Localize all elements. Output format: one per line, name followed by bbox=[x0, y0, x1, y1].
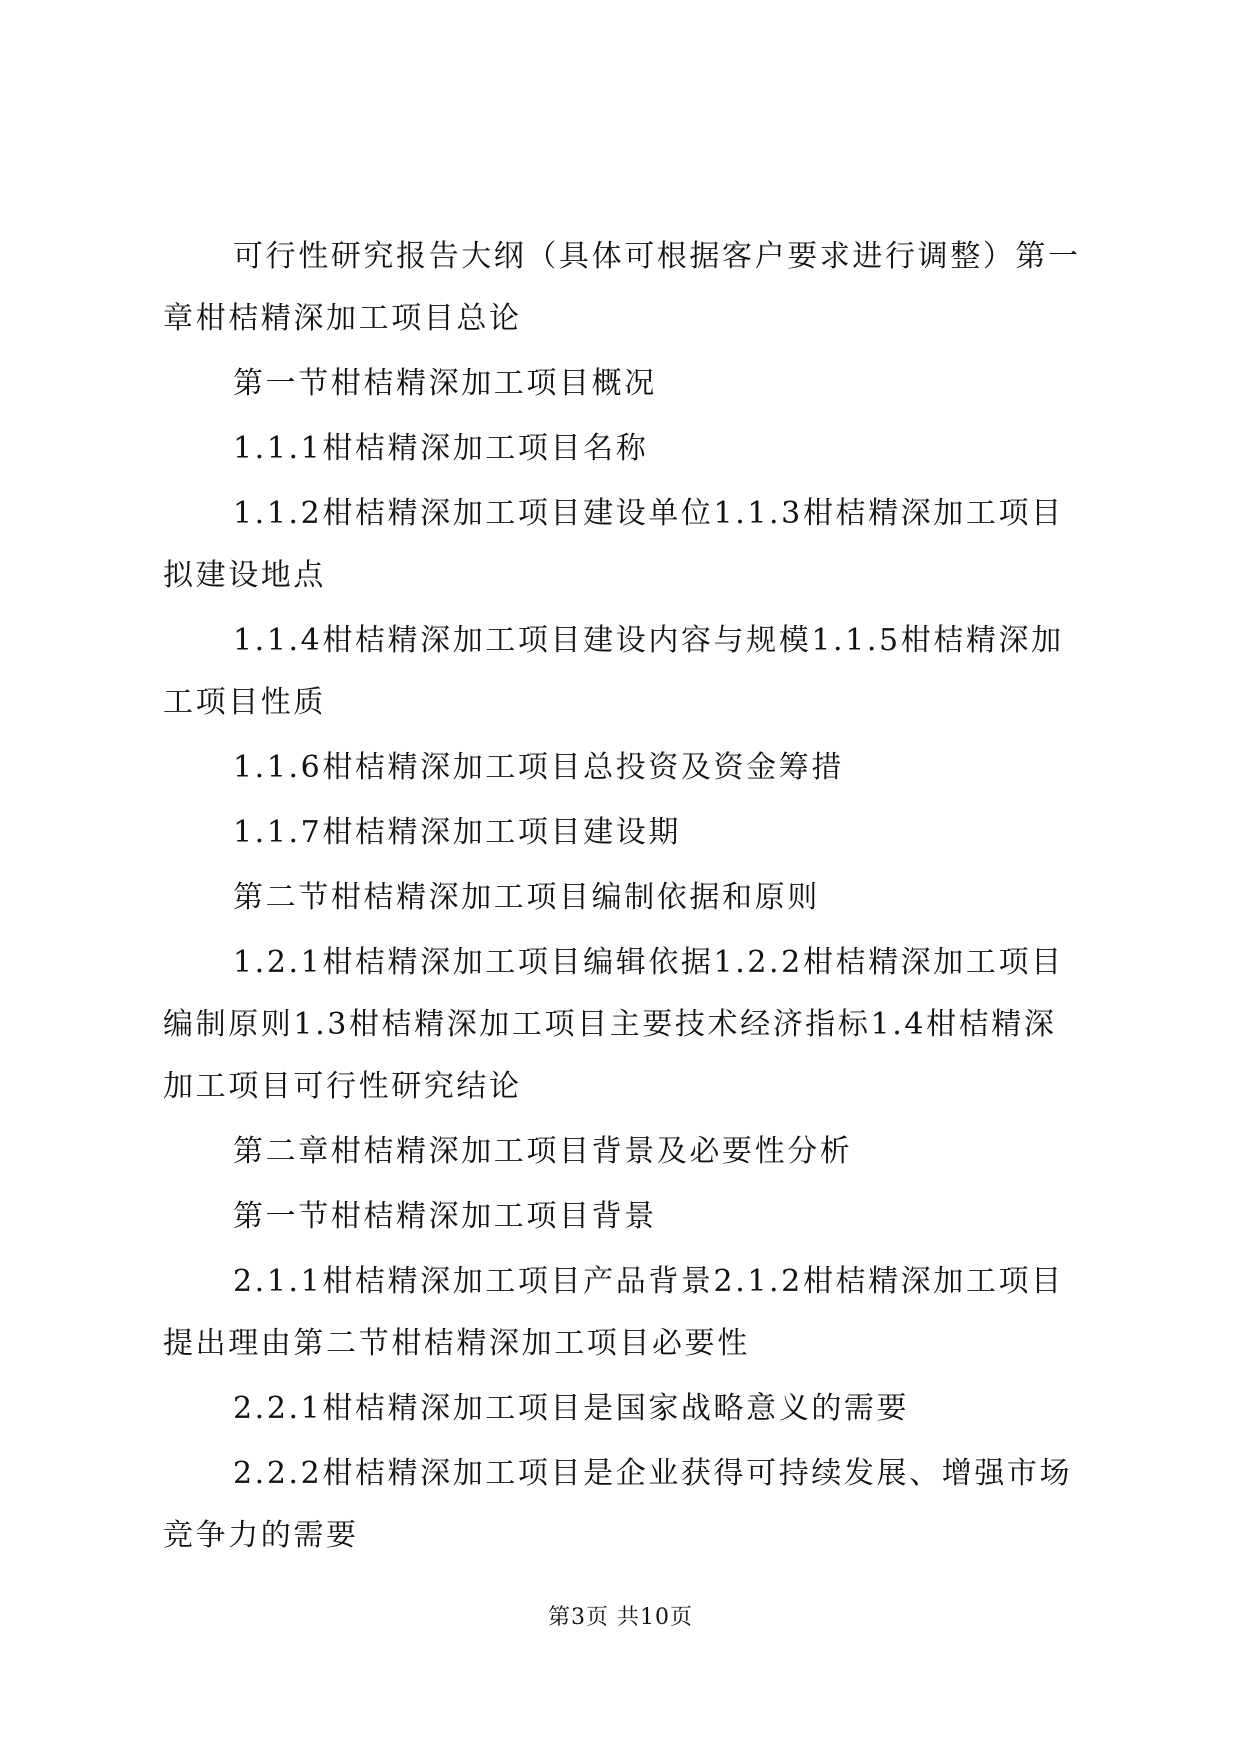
document-body bbox=[163, 226, 1083, 1570]
paragraph-section-1-1: 第一节柑桔精深加工项目概况 bbox=[233, 366, 657, 401]
paragraph-item-2-2-1: 2.2.1柑桔精深加工项目是国家战略意义的需要 bbox=[233, 1391, 910, 1426]
paragraph-section-2-1: 第一节柑桔精深加工项目背景 bbox=[233, 1199, 657, 1234]
paragraph-item-1-1-4: 1.1.4柑桔精深加工项目建设内容与规模1.1.5柑桔精深加工项目性质 bbox=[163, 623, 1064, 720]
page-number-label: 第3页 共10页 bbox=[548, 1605, 693, 1630]
paragraph-item-1-1-6: 1.1.6柑桔精深加工项目总投资及资金筹措 bbox=[233, 750, 844, 785]
paragraph-item-2-2-2: 2.2.2柑桔精深加工项目是企业获得可持续发展、增强市场竞争力的需要 bbox=[163, 1456, 1073, 1553]
paragraph-item-1-1-7: 1.1.7柑桔精深加工项目建设期 bbox=[233, 815, 681, 850]
paragraph-item-1-2-1: 1.2.1柑桔精深加工项目编辑依据1.2.2柑桔精深加工项目编制原则1.3柑桔精深加工项目主要技术经济指标1.4柑桔精深加工项目可行性研究结论 bbox=[163, 945, 1064, 1104]
paragraph-item-2-1-1: 2.1.1柑桔精深加工项目产品背景2.1.2柑桔精深加工项目提出理由第二节柑桔精深加工项目必要性 bbox=[163, 1264, 1064, 1361]
paragraph-item-1-1-2: 1.1.2柑桔精深加工项目建设单位1.1.3柑桔精深加工项目拟建设地点 bbox=[163, 496, 1064, 593]
paragraph-section-1-2: 第二节柑桔精深加工项目编制依据和原则 bbox=[233, 880, 820, 915]
page-footer bbox=[0, 1603, 1241, 1633]
paragraph-item-1-1-1: 1.1.1柑桔精深加工项目名称 bbox=[233, 431, 649, 466]
paragraph-chapter-2: 第二章柑桔精深加工项目背景及必要性分析 bbox=[233, 1134, 853, 1169]
paragraph-outline-title: 可行性研究报告大纲（具体可根据客户要求进行调整）第一章柑桔精深加工项目总论 bbox=[163, 239, 1081, 336]
